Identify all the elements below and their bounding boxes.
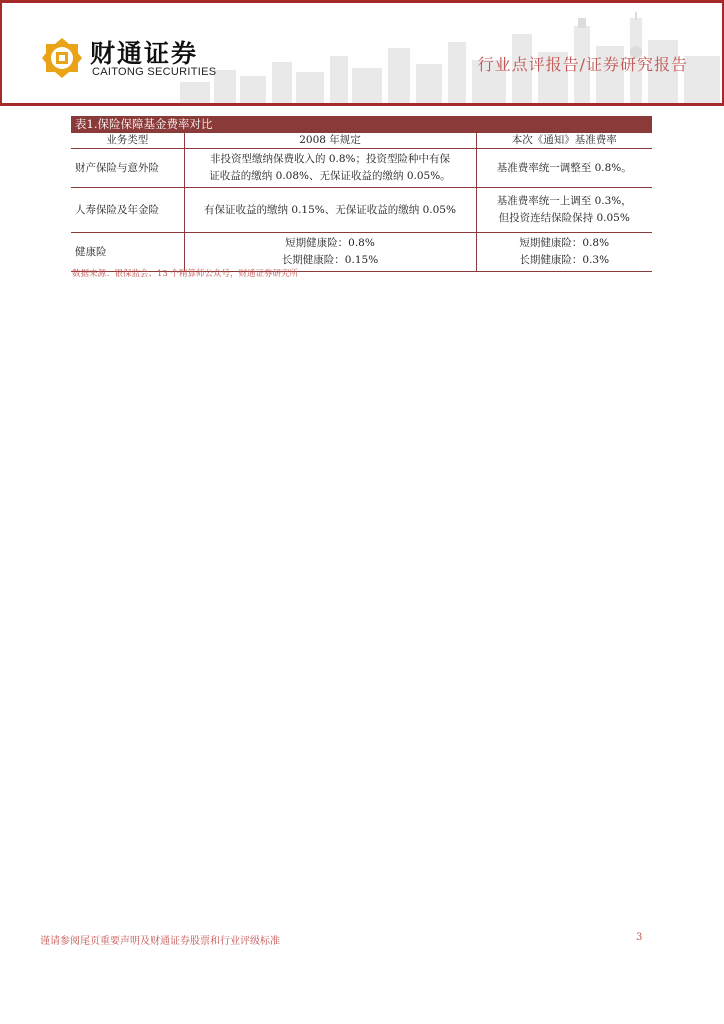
new-rate-cell bbox=[476, 233, 652, 272]
rule-2008-cell bbox=[184, 188, 476, 233]
logo-english-name: CAITONG SECURITIES bbox=[92, 66, 217, 78]
cell-line: 长期健康险：0.15% bbox=[281, 254, 379, 266]
cell-line: 有保证收益的缴纳 0.15%、无保证收益的缴纳 0.05% bbox=[204, 203, 456, 216]
page-frame-left bbox=[0, 0, 2, 106]
fee-rate-table-section bbox=[71, 116, 652, 272]
table-caption: 表1.保险保障基金费率对比 bbox=[71, 116, 652, 133]
business-type-cell: 财产保险与意外险 bbox=[71, 149, 184, 188]
cell-line: 短期健康险：0.8% bbox=[519, 237, 610, 249]
business-type-cell: 人寿保险及年金险 bbox=[71, 188, 184, 233]
business-type-cell: 健康险 bbox=[71, 233, 184, 272]
cell-line: 证收益的缴纳 0.08%、无保证收益的缴纳 0.05%。 bbox=[209, 170, 451, 182]
cell-line: 基准费率统一调整至 0.8%。 bbox=[496, 161, 632, 174]
column-header-business-type: 业务类型 bbox=[71, 133, 184, 149]
caitong-logo bbox=[40, 36, 240, 80]
column-header-2008-rule: 2008 年规定 bbox=[184, 133, 476, 149]
report-type-label: 行业点评报告/证券研究报告 bbox=[477, 55, 688, 74]
table-row bbox=[71, 233, 652, 272]
page-number: 3 bbox=[636, 932, 643, 943]
table-row bbox=[71, 188, 652, 233]
cell-line: 长期健康险：0.3% bbox=[519, 254, 610, 266]
fee-rate-comparison-table bbox=[71, 133, 652, 272]
footer-disclaimer: 谨请参阅尾页重要声明及财通证券股票和行业评级标准 bbox=[40, 936, 280, 947]
new-rate-cell bbox=[476, 149, 652, 188]
caitong-coin-logo-icon bbox=[40, 36, 84, 80]
table-row bbox=[71, 149, 652, 188]
header-rule bbox=[0, 103, 724, 106]
page-frame-top bbox=[0, 0, 724, 3]
logo-chinese-name: 财通证券 bbox=[90, 39, 199, 68]
new-rate-cell bbox=[476, 188, 652, 233]
rule-2008-cell bbox=[184, 233, 476, 272]
cell-line: 但投资连结保险保持 0.05% bbox=[498, 212, 630, 224]
rule-2008-cell bbox=[184, 149, 476, 188]
cell-line: 短期健康险：0.8% bbox=[285, 237, 375, 249]
table-header-row bbox=[71, 133, 652, 149]
data-source-note: 数据来源：银保监会、13 个精算师公众号，财通证券研究所 bbox=[72, 269, 299, 279]
cell-line: 基准费率统一上调至 0.3%， bbox=[496, 195, 632, 207]
cell-line: 非投资型缴纳保费收入的 0.8%；投资型险种中有保 bbox=[209, 153, 450, 165]
column-header-new-rate: 本次《通知》基准费率 bbox=[476, 133, 652, 149]
